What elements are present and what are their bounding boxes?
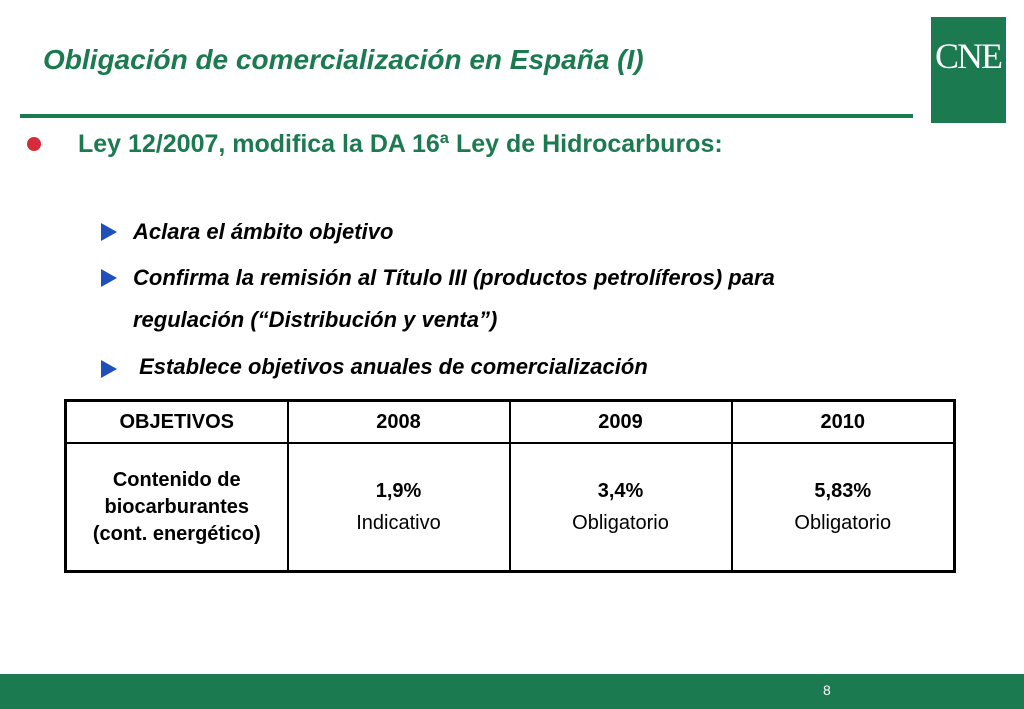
cell-value: 5,83%	[814, 480, 872, 502]
arrow-right-icon	[101, 360, 117, 378]
cell-type: Indicativo	[356, 512, 441, 534]
row-label-line: Contenido de	[112, 468, 241, 491]
slide-title: Obligación de comercialización en España (I)	[43, 44, 644, 75]
header-2008: 2008	[288, 401, 510, 444]
header-objetivos: OBJETIVOS	[66, 401, 288, 444]
objectives-table	[64, 399, 956, 573]
row-label	[66, 443, 288, 572]
arrow-right-icon	[101, 223, 117, 241]
header-2010: 2010	[732, 401, 955, 444]
cell-type: Obligatorio	[572, 512, 669, 534]
cell-type: Obligatorio	[794, 512, 892, 534]
bullet-dot-icon	[27, 137, 41, 151]
title-divider	[20, 114, 913, 118]
sub-bullet-1: Aclara el ámbito objetivo	[133, 219, 394, 244]
page-number: 8	[823, 682, 831, 698]
table-row	[66, 443, 955, 572]
table-header-row	[66, 401, 955, 444]
cne-logo	[931, 17, 1006, 123]
sub-bullet-3: Establece objetivos anuales de comercialización	[133, 354, 648, 379]
arrow-right-icon	[101, 269, 117, 287]
row-label-line: biocarburantes	[104, 495, 249, 518]
cell-2008	[288, 443, 510, 572]
cell-2010	[732, 443, 955, 572]
cell-value: 3,4%	[597, 480, 644, 502]
row-label-line: (cont. energético)	[92, 522, 261, 545]
sub-bullet-2-line-1: Confirma la remisión al Título III (productos petrolíferos) para	[133, 265, 775, 290]
logo-text: CNE	[935, 36, 1001, 76]
main-bullet-text: Ley 12/2007, modifica la DA 16ª Ley de Hidrocarburos:	[78, 130, 723, 158]
footer-bar	[0, 674, 1024, 709]
cell-value: 1,9%	[375, 480, 422, 502]
header-2009: 2009	[510, 401, 732, 444]
sub-bullet-2-line-2: regulación (“Distribución y venta”)	[133, 307, 498, 332]
cell-2009	[510, 443, 732, 572]
